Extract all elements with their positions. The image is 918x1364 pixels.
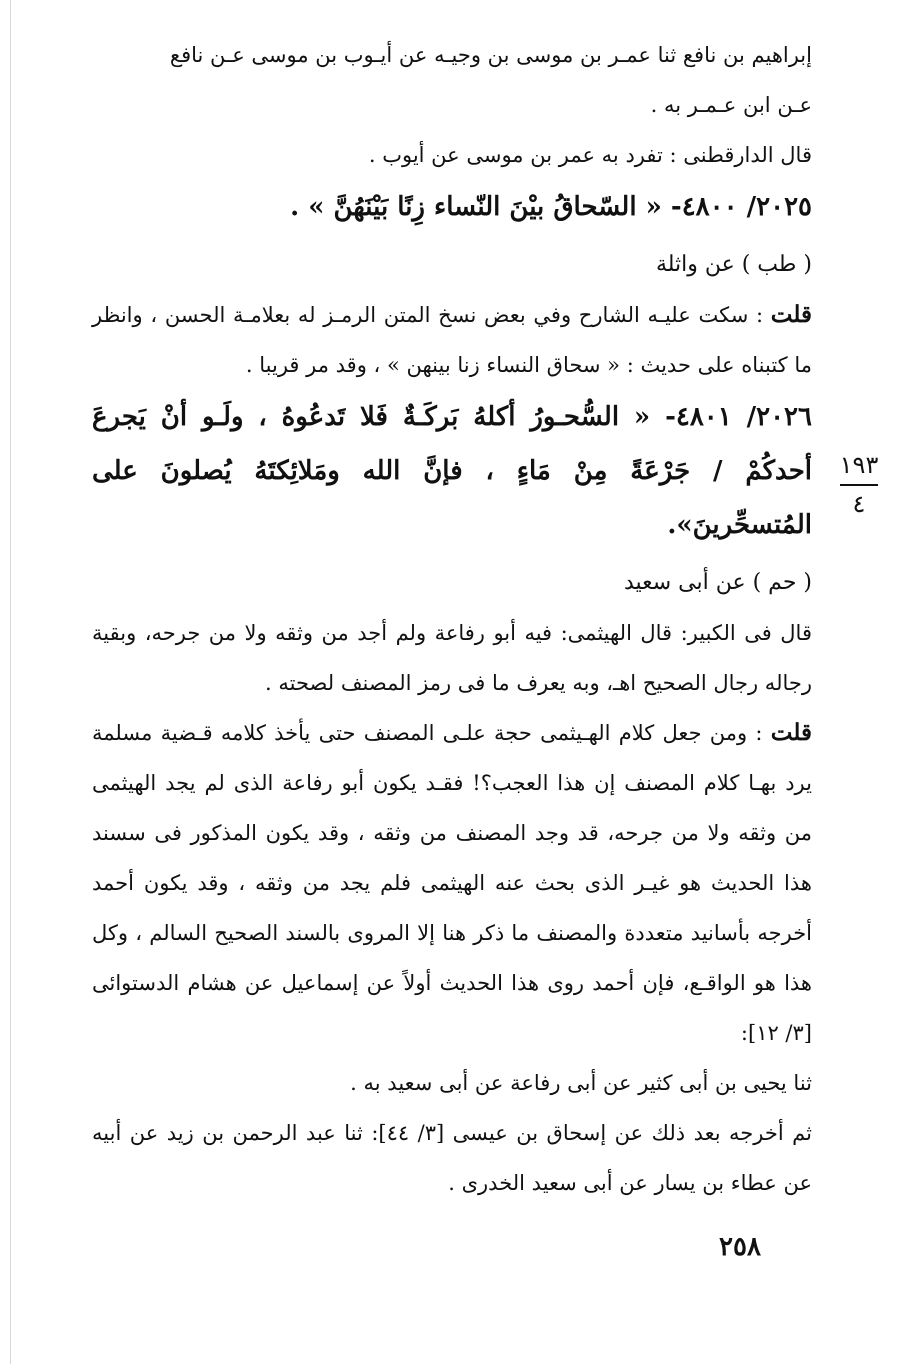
text-line: وانظر ما كتبناه على حديث : « سحاق النساء زنا بينهن » ، وقد مر قريبا . [92, 303, 812, 377]
commentary-paragraph [92, 708, 812, 1058]
commentary-paragraph [92, 290, 812, 390]
text-line: أولاً عن إسماعيل عن هشام الدستوائى [٣/ ١٢]: [92, 971, 812, 1045]
text-line: قال الدارقطنى : تفرد به عمر بن موسى عن أيوب . [368, 143, 812, 167]
margin-page-number: ١٩٣ [839, 451, 879, 479]
hadith-text: ٢٠٢٥/ ٤٨٠٠- « السّحاقُ بيْنَ النّساء زِنًا بَيْنَهُنَّ » . [290, 192, 812, 222]
margin-divider [840, 484, 878, 486]
text-paragraph [92, 1108, 812, 1208]
text-paragraph [92, 608, 812, 708]
text-line: : ومن جعل كلام الهـيثمى حجة علـى المصنف حتى يأخذ كلامه قـضية [160, 721, 763, 745]
text-line: ثنا يحيى بن أبى كثير عن أبى رفاعة عن أبى سعيد به . [350, 1071, 812, 1095]
text-line: ثم أخرجه بعد ذلك عن إسحاق بن عيسى [٣/ ٤٤]: ثنا عبد الرحمن بن زيد [166, 1121, 812, 1145]
text-line: عن أبيه عن عطاء بن يسار عن أبى سعيد الخدرى . [92, 1121, 812, 1195]
text-line: مسلمة يرد بهـا كلام المصنف إن هذا العجب؟! فقـد يكون أبو رفاعة الذى لم [92, 721, 812, 795]
text-line: إبراهيم بن نافع ثنا عمـر بن موسى بن وجيـه عن أيـوب بن موسى عـن نافع [169, 43, 812, 67]
lead-word: قلت [770, 719, 812, 746]
lead-word: قلت [770, 301, 812, 328]
text-line: وبقية رجاله رجال الصحيح اهـ، وبه يعرف ما فى رمز المصنف لصحته . [92, 621, 812, 695]
text-line: عـن ابن عـمـر به . [650, 93, 812, 117]
text-line: المذكور فى سسند هذا الحديث هو غيـر الذى بحث عنه الهيثمى فلم يجد من [92, 821, 812, 895]
hadith-text: ٢٠٢٦/ ٤٨٠١- « السُّحـورُ أكلهُ بَركَـةٌ فَلا تَدعُوهُ ، ولَـو أنْ يَجرعَ أحدكُمْ / جَرْعَةً مِنْ مَاءٍ ، فإنَّ الله ومَلائِكتَهُ يُصلونَ على المُتسحِّرينَ». [92, 402, 812, 540]
text-line: بالسند الصحيح السالم ، وكل هذا هو الواقـع، فإن أحمد روى هذا الحديث [92, 921, 812, 995]
margin-volume-number: ٤ [852, 490, 866, 518]
hadith-source: ( طب ) عن واثلة [655, 252, 812, 277]
scan-edge-line [10, 0, 11, 1364]
text-line: وثقه ، وقد يكون أحمد أخرجه بأسانيد متعددة والمصنف ما ذكر هنا إلا المروى [92, 871, 813, 945]
margin-volume-reference [832, 450, 886, 518]
text-line: : سكت عليـه الشارح وفي بعض نسخ المتن الرمـز له بعلامـة الحسن ، [150, 303, 764, 327]
hadith-source: ( حم ) عن أبى سعيد [623, 570, 812, 595]
page-number: ٢٥٨ [719, 1232, 761, 1262]
text-line: يجد الهيثمى من وثقه ولا من جرحه، قد وجد المصنف من وثقه ، وقد يكون [92, 771, 812, 845]
text-line: قال فى الكبير: قال الهيثمى: فيه أبو رفاعة ولم أجد من وثقه ولا من جرحه، [144, 621, 812, 645]
page-content [92, 30, 812, 1208]
text-paragraph [92, 1058, 812, 1108]
text-paragraph [92, 30, 812, 130]
text-paragraph [92, 130, 812, 180]
